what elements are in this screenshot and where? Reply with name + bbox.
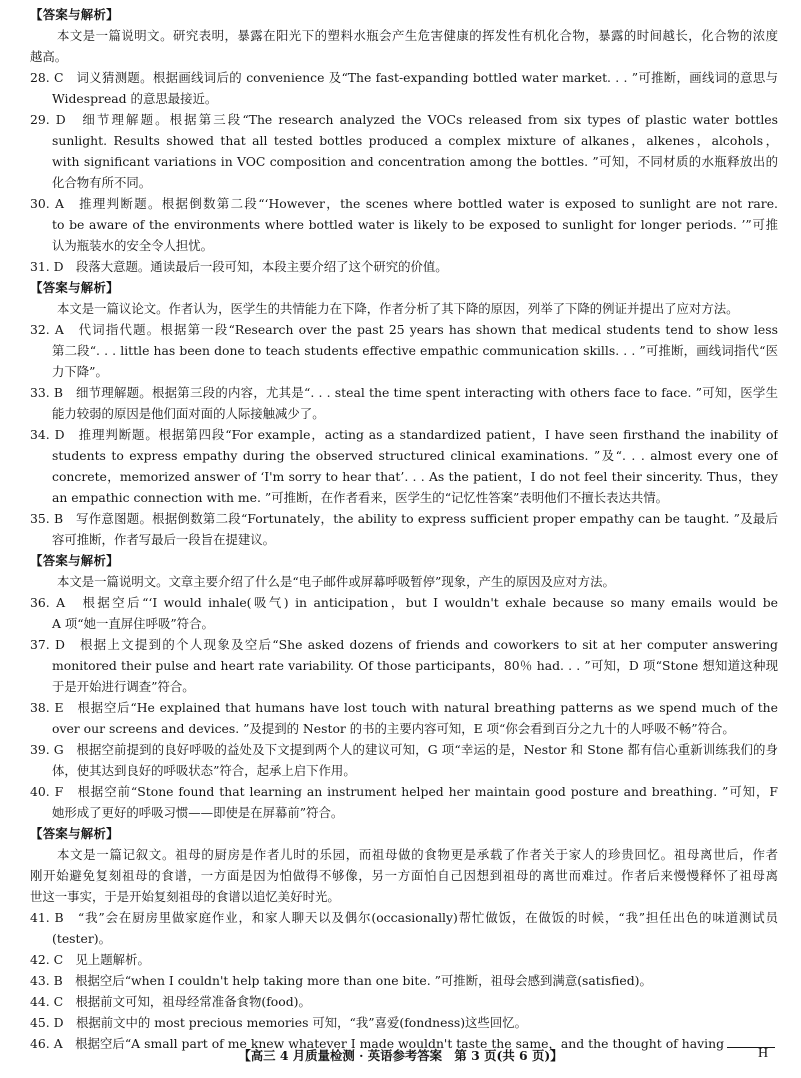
answer-item-line: A 项“她一直屏住呼吸”符合。 bbox=[52, 616, 214, 631]
section-header: 【答案与解析】 bbox=[30, 7, 119, 22]
answer-item-line: 43. B 根据空后“when I couldn't help taking more than one bite. ”可推断，祖母会感到满意(satisfied)。 bbox=[30, 973, 652, 988]
answer-item-line: concrete，memorized answer of ‘I'm sorry to hear that’. . . As the patient，I do not feel their sincerity. Thus，they bbox=[52, 469, 778, 484]
answer-item-line: 认为瓶装水的安全令人担忧。 bbox=[52, 238, 214, 253]
answer-item-line: 容可推断，作者写最后一段旨在提建议。 bbox=[52, 532, 276, 547]
answer-content bbox=[30, 4, 778, 1054]
answer-item-line: 她形成了更好的呼吸习惯——即使是在屏幕前”符合。 bbox=[52, 805, 344, 820]
section-header: 【答案与解析】 bbox=[30, 280, 119, 295]
answer-item-line: 38. E 根据空后“He explained that humans have lost touch with natural breathing patterns as we spend much of the bbox=[30, 700, 778, 715]
answer-item-line: 体，使其达到良好的呼吸状态”符合，起承上启下作用。 bbox=[52, 763, 356, 778]
paper-version-letter: H bbox=[758, 1046, 769, 1061]
section-intro-line: 刚开始避免复刻祖母的食谱，一方面是因为怕做得不够像，另一方面怕自己因想到祖母的离世而难过。作者后来慢慢释怀了祖母离 bbox=[30, 868, 778, 883]
answer-item-line: 30. A 推理判断题。根据倒数第二段“‘However，the scenes where bottled water is exposed to sunlight are not rare. bbox=[30, 196, 778, 211]
answer-item-line: 29. D 细节理解题。根据第三段“The research analyzed the VOCs released from six types of plastic water bottles bbox=[30, 112, 778, 127]
answer-item-line: 39. G 根据空前提到的良好呼吸的益处及下文提到两个人的建议可知，G 项“幸运的是，Nestor 和 Stone 都有信心重新训练我们的身 bbox=[30, 742, 778, 757]
answer-item-line: 35. B 写作意图题。根据倒数第二段“Fortunately，the ability to express sufficient proper empathy can be taught. ”及最后 bbox=[30, 511, 778, 526]
page-footer: 【高三 4 月质量检测 · 英语参考答案 第 3 页(共 6 页)】 bbox=[238, 1048, 563, 1063]
answer-item-line: 33. B 细节理解题。根据第三段的内容，尤其是“. . . steal the time spent interacting with others face to face. ”可知，医学生 bbox=[30, 385, 778, 400]
answer-item-line: to be aware of the environments where bottled water is likely to be exposed to sunlight for longer periods. ’”可推 bbox=[52, 217, 778, 232]
answer-item-line: 36. A 根据空后“‘I would inhale(吸气) in anticipation，but I wouldn't exhale because so many emails would be bbox=[30, 595, 778, 610]
section-intro-line: 世这一事实，于是开始复刻祖母的食谱以追忆美好时光。 bbox=[30, 889, 340, 904]
answer-item-line: 45. D 根据前文中的 most precious memories 可知，“我”喜爱(fondness)这些回忆。 bbox=[30, 1015, 527, 1030]
section-header: 【答案与解析】 bbox=[30, 553, 119, 568]
answer-item-line: (tester)。 bbox=[52, 931, 111, 946]
answer-item-line: 37. D 根据上文提到的个人现象及空后“She asked dozens of friends and coworkers to sit at her computer answering bbox=[30, 637, 778, 652]
answer-item-line: 化合物有所不同。 bbox=[52, 175, 152, 190]
answer-item-line: over our screens and devices. ”及提到的 Nestor 的书的主要内容可知，E 项“你会看到百分之九十的人呼吸不畅”符合。 bbox=[52, 721, 735, 736]
answer-item-line: 力下降”。 bbox=[52, 364, 108, 379]
answer-item-line: 于是开始进行调查”符合。 bbox=[52, 679, 195, 694]
answer-item-line: 42. C 见上题解析。 bbox=[30, 952, 150, 967]
section-intro-line: 本文是一篇议论文。作者认为，医学生的共情能力在下降，作者分析了其下降的原因，列举了下降的例证并提出了应对方法。 bbox=[57, 301, 739, 316]
answer-item-line: 32. A 代词指代题。根据第一段“Research over the past 25 years has shown that medical students tend to show less bbox=[30, 322, 778, 337]
answer-item-line: 能力较弱的原因是他们面对面的人际接触减少了。 bbox=[52, 406, 325, 421]
answer-item-line: an empathic connection with me. ”可推断，在作者看来，医学生的“记忆性答案”表明他们不擅长表达共情。 bbox=[52, 490, 668, 505]
answer-item-line: 28. C 词义猜测题。根据画线词后的 convenience 及“The fast-expanding bottled water market. . . ”可推断，画线词的意思与 bbox=[30, 70, 778, 85]
answer-item-line: 31. D 段落大意题。通读最后一段可知，本段主要介绍了这个研究的价值。 bbox=[30, 259, 448, 274]
answer-item-line: with significant variations in VOC composition and concentration among the bottles. ”可知，不同材质的水瓶释放出的 bbox=[52, 154, 778, 169]
answer-item-line: 40. F 根据空前“Stone found that learning an instrument helped her maintain good posture and breathing. ”可知，F bbox=[30, 784, 778, 799]
answer-item-line: Widespread 的意思最接近。 bbox=[52, 91, 218, 106]
answer-item-text: 46. A 根据空后“A small part of me knew whatever I made wouldn't taste the same，and the thought of having bbox=[30, 1036, 724, 1051]
section-intro-line: 本文是一篇说明文。文章主要介绍了什么是“电子邮件或屏幕呼吸暂停”现象，产生的原因及应对方法。 bbox=[57, 574, 615, 589]
section-intro-line: 本文是一篇记叙文。祖母的厨房是作者儿时的乐园，而祖母做的食物更是承载了作者关于家人的珍贵回忆。祖母离世后，作者 bbox=[57, 847, 778, 862]
section-intro-line: 本文是一篇说明文。研究表明，暴露在阳光下的塑料水瓶会产生危害健康的挥发性有机化合物，暴露的时间越长，化合物的浓度 bbox=[57, 28, 778, 43]
answer-item-line: sunlight. Results showed that all tested bottles produced a complex mixture of alkanes，alkenes，alcohols， bbox=[52, 133, 778, 148]
answer-item-line: 34. D 推理判断题。根据第四段“For example，acting as a standardized patient，I have seen firsthand the inability of bbox=[30, 427, 778, 442]
answer-item-line: 第二段“. . . little has been done to teach students effective empathic communication skills. . . ”可推断，画线词指代“医 bbox=[52, 343, 778, 358]
answer-item-line: students to express empathy during the observed structured clinical examinations. ”及“. . . almost every one of bbox=[52, 448, 778, 463]
answer-item-line: 44. C 根据前文可知，祖母经常准备食物(food)。 bbox=[30, 994, 311, 1009]
section-intro-line: 越高。 bbox=[30, 49, 68, 64]
answer-item-line: 41. B “我”会在厨房里做家庭作业，和家人聊天以及偶尔(occasionally)帮忙做饭，在做饭的时候，“我”担任出色的味道测试员 bbox=[30, 910, 778, 925]
section-header: 【答案与解析】 bbox=[30, 826, 119, 841]
answer-item-line: monitored their pulse and heart rate variability. Of those participants，80％ had. . . ”可知，D 项“Stone 想知道这种现 bbox=[52, 658, 778, 673]
